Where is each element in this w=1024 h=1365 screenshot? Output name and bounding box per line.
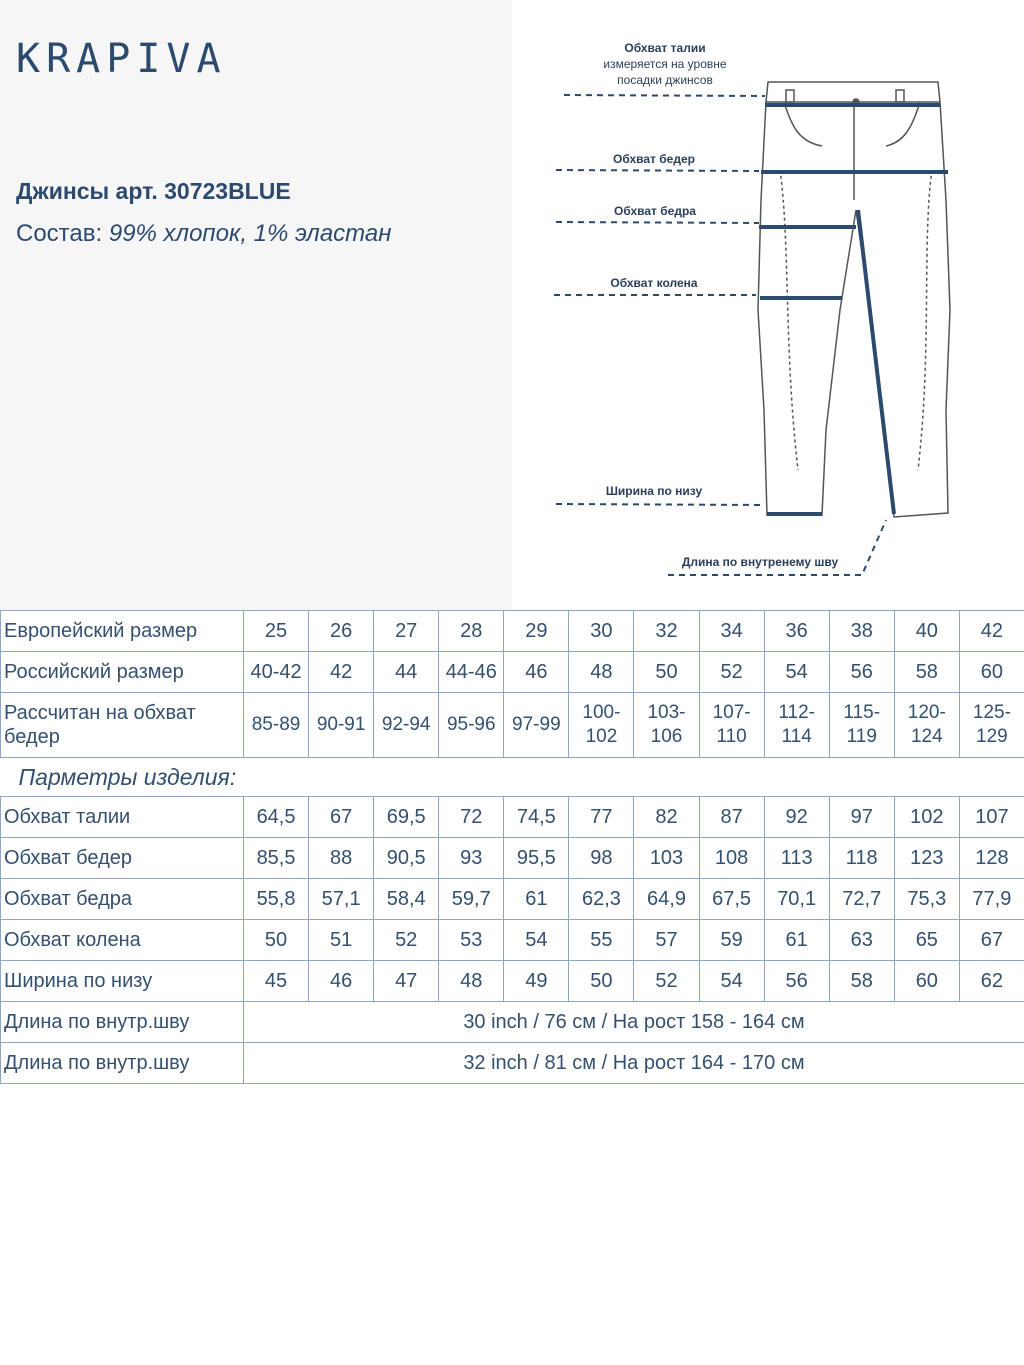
table-cell: 77: [569, 797, 634, 838]
table-cell: 107: [959, 797, 1024, 838]
table-cell: 85,5: [244, 838, 309, 879]
table-cell: 60: [959, 652, 1024, 693]
diagram-note-waist-2: посадки джинсов: [617, 73, 713, 87]
table-cell: 55: [569, 920, 634, 961]
table-cell: 103: [634, 838, 699, 879]
row-fit-hips: [1, 693, 1024, 758]
table-cell: 58: [894, 652, 959, 693]
table-cell: 56: [829, 652, 894, 693]
table-cell: 32 inch / 81 см / На рост 164 - 170 см: [244, 1043, 1024, 1084]
table-cell: 98: [569, 838, 634, 879]
row-hem: [1, 961, 1024, 1002]
table-cell: 93: [439, 838, 504, 879]
table-cell: 45: [244, 961, 309, 1002]
section-title: Парметры изделия:: [1, 758, 1024, 797]
leader-lines: [554, 95, 886, 575]
table-cell: 97: [829, 797, 894, 838]
diagram-label-hips: Обхват бедер: [613, 152, 695, 166]
table-cell: 27: [374, 611, 439, 652]
table-cell: 59,7: [439, 879, 504, 920]
table-cell: 100-102: [569, 693, 634, 758]
table-cell: 57,1: [309, 879, 374, 920]
table-cell: 50: [244, 920, 309, 961]
table-cell: 82: [634, 797, 699, 838]
table-cell: 67: [959, 920, 1024, 961]
diagram-label-thigh: Обхват бедра: [614, 204, 696, 218]
table-cell: 26: [309, 611, 374, 652]
table-cell: 67,5: [699, 879, 764, 920]
table-cell: 40: [894, 611, 959, 652]
row-hips: [1, 838, 1024, 879]
table-cell: 58: [829, 961, 894, 1002]
composition-value: 99% хлопок, 1% эластан: [108, 220, 392, 247]
table-cell: 77,9: [959, 879, 1024, 920]
table-cell: 85-89: [244, 693, 309, 758]
table-cell: 42: [309, 652, 374, 693]
table-cell: 28: [439, 611, 504, 652]
row-inseam-32: [1, 1043, 1024, 1084]
table-cell: 125-129: [959, 693, 1024, 758]
table-cell: 50: [569, 961, 634, 1002]
table-cell: 90-91: [309, 693, 374, 758]
table-cell: 87: [699, 797, 764, 838]
table-cell: 88: [309, 838, 374, 879]
table-cell: 50: [634, 652, 699, 693]
table-cell: 64,5: [244, 797, 309, 838]
table-cell: 95-96: [439, 693, 504, 758]
table-cell: 52: [634, 961, 699, 1002]
brand-logo: KRAPIVA: [16, 36, 227, 82]
product-title: Джинсы арт. 30723BLUE: [16, 178, 291, 204]
row-thigh: [1, 879, 1024, 920]
table-cell: 42: [959, 611, 1024, 652]
table-cell: 120-124: [894, 693, 959, 758]
table-cell: 64,9: [634, 879, 699, 920]
table-cell: 44-46: [439, 652, 504, 693]
row-label: Длина по внутр.шву: [1, 1002, 244, 1043]
table-cell: 36: [764, 611, 829, 652]
row-label: Российский размер: [1, 652, 244, 693]
table-cell: 49: [504, 961, 569, 1002]
table-cell: 103-106: [634, 693, 699, 758]
table-cell: 123: [894, 838, 959, 879]
table-cell: 40-42: [244, 652, 309, 693]
table-cell: 57: [634, 920, 699, 961]
table-cell: 55,8: [244, 879, 309, 920]
table-cell: 48: [439, 961, 504, 1002]
table-cell: 58,4: [374, 879, 439, 920]
table-cell: 56: [764, 961, 829, 1002]
table-cell: 60: [894, 961, 959, 1002]
row-russian-size: [1, 652, 1024, 693]
table-cell: 72,7: [829, 879, 894, 920]
table-cell: 54: [504, 920, 569, 961]
diagram-label-knee: Обхват колена: [610, 276, 698, 290]
table-cell: 69,5: [374, 797, 439, 838]
table-cell: 67: [309, 797, 374, 838]
table-cell: 52: [374, 920, 439, 961]
table-cell: 102: [894, 797, 959, 838]
table-cell: 108: [699, 838, 764, 879]
header-panel: [0, 0, 512, 610]
table-cell: 48: [569, 652, 634, 693]
table-cell: 63: [829, 920, 894, 961]
row-label: Ширина по низу: [1, 961, 244, 1002]
table-cell: 54: [699, 961, 764, 1002]
table-cell: 51: [309, 920, 374, 961]
table-cell: 32: [634, 611, 699, 652]
row-label: Европейский размер: [1, 611, 244, 652]
row-label: Длина по внутр.шву: [1, 1043, 244, 1084]
table-cell: 46: [504, 652, 569, 693]
table-cell: 62: [959, 961, 1024, 1002]
table-cell: 25: [244, 611, 309, 652]
table-cell: 29: [504, 611, 569, 652]
diagram-label-inseam: Длина по внутренему шву: [681, 555, 839, 569]
table-cell: 59: [699, 920, 764, 961]
table-cell: 90,5: [374, 838, 439, 879]
table-cell: 92-94: [374, 693, 439, 758]
row-inseam-30: [1, 1002, 1024, 1043]
row-european-size: [1, 611, 1024, 652]
row-section-title: [1, 758, 1024, 797]
table-cell: 72: [439, 797, 504, 838]
table-cell: 92: [764, 797, 829, 838]
composition-label: Состав:: [16, 220, 103, 247]
row-knee: [1, 920, 1024, 961]
table-cell: 46: [309, 961, 374, 1002]
table-cell: 38: [829, 611, 894, 652]
table-cell: 52: [699, 652, 764, 693]
table-cell: 44: [374, 652, 439, 693]
table-cell: 107-110: [699, 693, 764, 758]
table-cell: 112-114: [764, 693, 829, 758]
row-label: Обхват талии: [1, 797, 244, 838]
table-cell: 97-99: [504, 693, 569, 758]
row-label: Обхват бедер: [1, 838, 244, 879]
jeans-measurement-diagram: [540, 30, 1024, 590]
diagram-label-hem: Ширина по низу: [605, 484, 703, 498]
product-composition: [16, 220, 391, 248]
row-waist: [1, 797, 1024, 838]
table-cell: 54: [764, 652, 829, 693]
table-cell: 53: [439, 920, 504, 961]
table-cell: 61: [764, 920, 829, 961]
table-cell: 75,3: [894, 879, 959, 920]
table-cell: 62,3: [569, 879, 634, 920]
diagram-note-waist-1: измеряется на уровне: [603, 57, 727, 71]
table-cell: 65: [894, 920, 959, 961]
row-label: Обхват колена: [1, 920, 244, 961]
table-cell: 47: [374, 961, 439, 1002]
table-cell: 113: [764, 838, 829, 879]
table-cell: 95,5: [504, 838, 569, 879]
table-cell: 115-119: [829, 693, 894, 758]
table-cell: 118: [829, 838, 894, 879]
diagram-label-waist: Обхват талии: [624, 41, 706, 55]
table-cell: 30: [569, 611, 634, 652]
table-cell: 61: [504, 879, 569, 920]
table-cell: 70,1: [764, 879, 829, 920]
size-table: [0, 610, 1024, 1084]
table-cell: 74,5: [504, 797, 569, 838]
table-cell: 128: [959, 838, 1024, 879]
table-cell: 30 inch / 76 см / На рост 158 - 164 см: [244, 1002, 1024, 1043]
row-label: Обхват бедра: [1, 879, 244, 920]
table-cell: 34: [699, 611, 764, 652]
row-label: Рассчитан на обхват бедер: [1, 693, 244, 758]
